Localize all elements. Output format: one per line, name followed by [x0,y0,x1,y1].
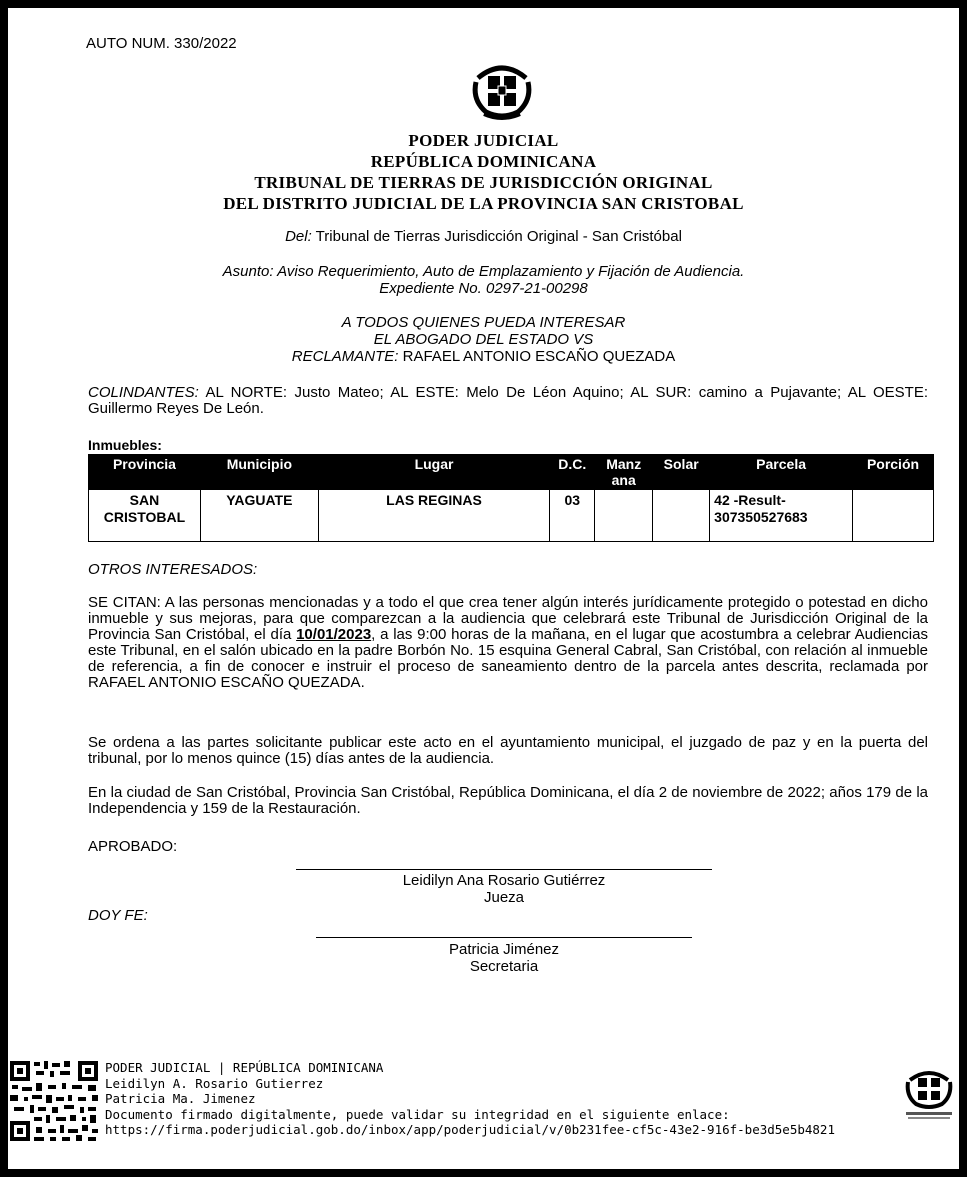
footer-line-1: PODER JUDICIAL | REPÚBLICA DOMINICANA [105,1060,384,1075]
footer-line-4: Documento firmado digitalmente, puede validar su integridad en el siguiente enlace: [105,1106,730,1122]
footer-seal-icon [904,1066,954,1122]
cell-municipio: YAGUATE [200,490,318,542]
cell-porcion [853,490,934,542]
cell-provincia: SAN CRISTOBAL [89,490,201,542]
header-line-1: PODER JUDICIAL [408,131,559,150]
cell-manzana [595,490,653,542]
signature-block-1 [296,872,712,906]
col-header-municipio: Municipio [200,455,318,490]
ordena-paragraph: Se ordena a las partes solicitante publicar este acto en el ayuntamiento municipal, el juzgado de paz y en la puerta del tribunal, por lo menos quince (15) días antes de la audiencia. [88,734,928,767]
col-header-provincia: Provincia [89,455,201,490]
sig1-name: Leidilyn Ana Rosario Gutiérrez [402,872,606,889]
cell-parcela: 42 -Result- 307350527683 [710,490,853,542]
del-line [8,228,959,245]
col-header-porcion: Porción [853,455,934,490]
col-header-dc: D.C. [550,455,595,490]
asunto-line: Asunto: Aviso Requerimiento, Auto de Emplazamiento y Fijación de Audiencia. [222,263,745,280]
inmuebles-table [88,454,934,542]
citan-paragraph [88,595,928,691]
hearing-date: 10/01/2023 [296,626,372,643]
asunto-block [8,263,959,297]
footer-line-3: Patricia Ma. Jimenez [105,1091,256,1106]
aprobado-label: APROBADO: [88,838,178,855]
col-header-solar: Solar [653,455,710,490]
signature-line-2 [316,937,692,938]
reclamante-label: RECLAMANTE: [291,348,399,365]
signature-block-2 [316,941,692,975]
footer-link[interactable]: https://firma.poderjudicial.gob.do/inbox/app/poderjudicial/v/0b231fee-cf5c-43e2-916f-be3d5e5b4821 [105,1122,835,1137]
ciudad-paragraph: En la ciudad de San Cristóbal, Provincia San Cristóbal, República Dominicana, el día 2 de noviembre de 2022; años 179 de la Independencia y 159 de la Restauración. [88,784,928,817]
header-line-4: DEL DISTRITO JUDICIAL DE LA PROVINCIA SAN CRISTOBAL [223,194,744,213]
signature-line-1 [296,869,712,870]
qr-code-icon [8,1059,100,1143]
colindantes-label: COLINDANTES: [88,384,199,401]
header-block [8,130,959,214]
sig1-title: Jueza [483,889,525,906]
table-header-row [89,455,934,490]
inmuebles-label: Inmuebles: [88,437,162,453]
del-value: Tribunal de Tierras Jurisdicción Original - San Cristóbal [311,228,682,245]
cell-dc: 03 [550,490,595,542]
header-line-2: REPÚBLICA DOMINICANA [370,152,597,171]
footer-line-2: Leidilyn A. Rosario Gutierrez [105,1075,324,1091]
addressee-line-1: A TODOS QUIENES PUEDA INTERESAR [341,314,626,331]
doy-fe-label: DOY FE: [88,907,148,924]
addressee-block [8,314,959,365]
coat-of-arms-icon [470,56,534,122]
col-header-manzana: Manz ana [595,455,653,490]
table-row [89,490,934,542]
colindantes-value: AL NORTE: Justo Mateo; AL ESTE: Melo De Léon Aquino; AL SUR: camino a Pujavante; AL OESTE: Guillermo Reyes De León. [88,384,928,417]
col-header-parcela: Parcela [710,455,853,490]
del-label: Del: [285,228,312,245]
col-header-lugar: Lugar [318,455,549,490]
reclamante-line [8,348,959,365]
otros-interesados: OTROS INTERESADOS: [88,561,258,578]
sig2-name: Patricia Jiménez [448,941,560,958]
citan-text-after: , a las 9:00 horas de la mañana, en el lugar que acostumbra a celebrar Audiencias este Tribunal, en el salón ubicado en la padre Borbón No. 15 esquina General Cabral, San Cristóbal, con relación al inmueble de referencia, a fin de conocer e instruir el proceso de saneamiento dentro de la parcela antes descrita, reclamada por RAFAEL ANTONIO ESCAÑO QUEZADA. [88,626,928,691]
document-page [8,8,959,1169]
sig2-title: Secretaria [469,958,539,975]
footer-block [105,1060,835,1138]
expediente-line: Expediente No. 0297-21-00298 [379,280,588,297]
citan-text-before: SE CITAN: A las personas mencionadas y a todo el que crea tener algún interés jurídicamente protegido o potestad en dicho inmueble y sus mejoras, para que comparezcan a la audiencia que celebrará este Tribunal de Jurisdicción Original de la Provincia San Cristóbal, el día [88,594,928,643]
addressee-line-2: EL ABOGADO DEL ESTADO VS [373,331,594,348]
header-line-3: TRIBUNAL DE TIERRAS DE JURISDICCIÓN ORIGINAL [254,173,713,192]
cell-solar [653,490,710,542]
auto-number: AUTO NUM. 330/2022 [86,35,237,52]
reclamante-value: RAFAEL ANTONIO ESCAÑO QUEZADA [398,348,676,365]
colindantes-paragraph [88,385,928,417]
cell-lugar: LAS REGINAS [318,490,549,542]
